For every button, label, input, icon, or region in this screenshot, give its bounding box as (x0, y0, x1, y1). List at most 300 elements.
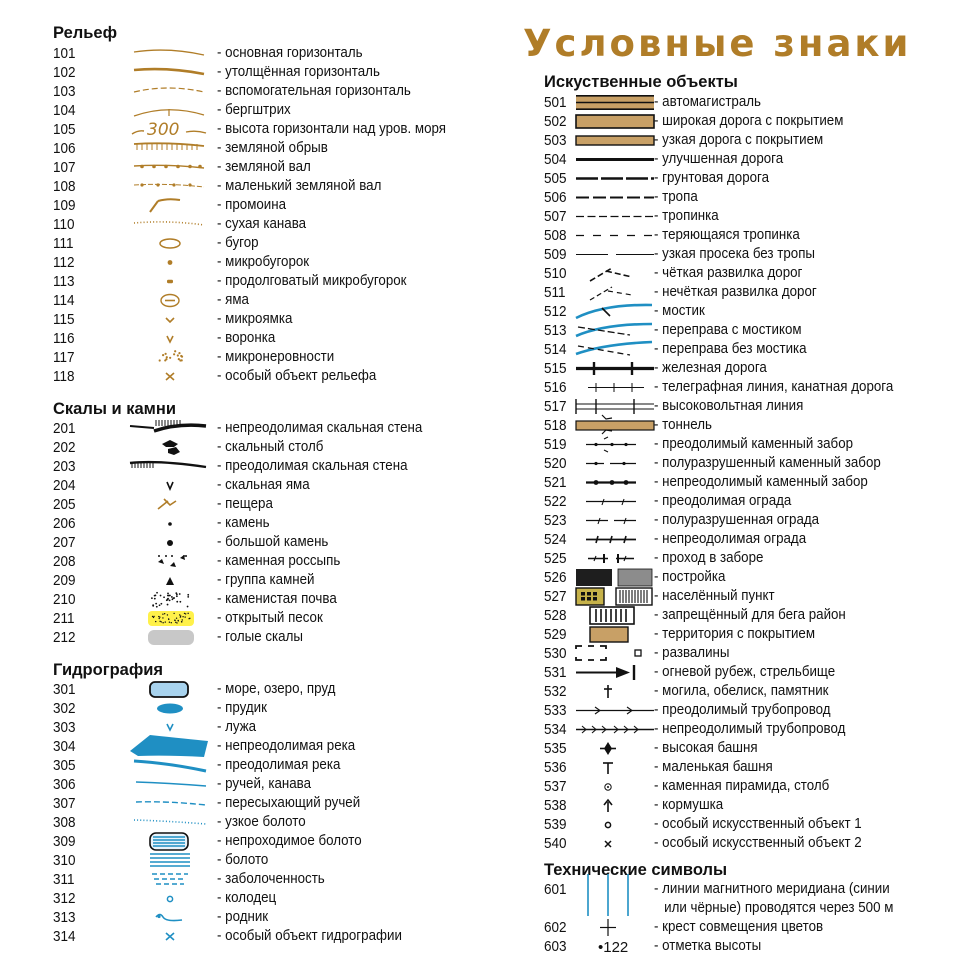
legend-row-309 (53, 832, 473, 851)
legend-code: 522 (544, 493, 567, 510)
symbol-211 (128, 609, 208, 628)
legend-code: 520 (544, 455, 567, 472)
legend-row-101 (53, 44, 473, 63)
legend-row-211 (53, 609, 473, 628)
symbol-115 (128, 310, 208, 329)
legend-label: - болото (217, 852, 269, 868)
legend-code: 506 (544, 189, 567, 206)
legend-row-503 (544, 131, 944, 150)
symbol-503 (574, 131, 654, 150)
legend-code: 102 (53, 64, 76, 81)
legend-row-535 (544, 739, 944, 758)
legend-label: - непреодолимый трубопровод (654, 721, 846, 737)
symbol-536 (574, 758, 654, 777)
legend-label-continued: или чёрные) проводятся через 500 м (664, 900, 894, 916)
symbol-505 (574, 169, 654, 188)
legend-row-307 (53, 794, 473, 813)
legend-code: 106 (53, 140, 76, 157)
symbol-533 (574, 701, 654, 720)
legend-code: 306 (53, 776, 76, 793)
legend-code: 540 (544, 835, 567, 852)
legend-code: 110 (53, 216, 75, 233)
legend-row-508 (544, 226, 944, 245)
legend-label: - прудик (217, 700, 267, 716)
legend-code: 310 (53, 852, 76, 869)
legend-code: 113 (53, 273, 75, 290)
legend-code: 535 (544, 740, 567, 757)
legend-label: - микроямка (217, 311, 293, 327)
legend-label: - непреодолимый каменный забор (654, 474, 868, 490)
legend-label: - грунтовая дорога (654, 170, 770, 186)
legend-row-310 (53, 851, 473, 870)
legend-row-208 (53, 552, 473, 571)
legend-row-536 (544, 758, 944, 777)
symbol-534 (574, 720, 654, 739)
legend-label: - железная дорога (654, 360, 767, 376)
symbol-519 (574, 435, 654, 454)
legend-code: 311 (53, 871, 75, 888)
symbol-113 (128, 272, 208, 291)
legend-code: 512 (544, 303, 567, 320)
legend-label: - голые скалы (217, 629, 303, 645)
legend-row-311 (53, 870, 473, 889)
legend-label: - преодолимая ограда (654, 493, 792, 509)
legend-code: 104 (53, 102, 76, 119)
legend-row-207 (53, 533, 473, 552)
legend-label: - непреодолимая река (217, 738, 356, 754)
legend-code: 115 (53, 311, 75, 328)
legend-label: - сухая канава (217, 216, 307, 232)
legend-label: - микронеровности (217, 349, 335, 365)
legend-code: 538 (544, 797, 567, 814)
symbol-310 (128, 851, 208, 870)
legend-label: - пещера (217, 496, 273, 512)
legend-label: - постройка (654, 569, 726, 585)
legend-code: 532 (544, 683, 567, 700)
symbol-531 (574, 663, 654, 682)
legend-row-106 (53, 139, 473, 158)
legend-label: - каменистая почва (217, 591, 337, 607)
legend-row-519 (544, 435, 944, 454)
legend-code: 117 (53, 349, 75, 366)
legend-row-210 (53, 590, 473, 609)
legend-row-539 (544, 815, 944, 834)
legend-row-522 (544, 492, 944, 511)
legend-label: - каменная россыпь (217, 553, 341, 569)
legend-code: 309 (53, 833, 76, 850)
legend-row-102 (53, 63, 473, 82)
legend-row-108 (53, 177, 473, 196)
legend-code: 536 (544, 759, 567, 776)
legend-row-529 (544, 625, 944, 644)
legend-row-202 (53, 438, 473, 457)
legend-label: - проход в заборе (654, 550, 764, 566)
symbol-510 (574, 264, 654, 283)
symbol-107 (128, 158, 208, 177)
legend-code: 601 (544, 881, 567, 898)
symbol-515 (574, 359, 654, 378)
legend-code: 602 (544, 919, 567, 936)
symbol-114 (128, 291, 208, 310)
legend-label: - большой камень (217, 534, 329, 550)
symbol-506 (574, 188, 654, 207)
legend-code: 521 (544, 474, 567, 491)
symbol-205 (128, 495, 208, 514)
legend-row-527 (544, 587, 944, 606)
symbol-530 (574, 644, 654, 663)
legend-label: - колодец (217, 890, 277, 906)
legend-row-530 (544, 644, 944, 663)
legend-row-537 (544, 777, 944, 796)
legend-label: - камень (217, 515, 270, 531)
legend-label: - крест совмещения цветов (654, 919, 824, 935)
legend-label: - линии магнитного меридиана (синии (654, 881, 890, 897)
legend-code: 533 (544, 702, 567, 719)
legend-row-517 (544, 397, 944, 416)
legend-row-105 (53, 120, 473, 139)
symbol-201 (128, 419, 208, 438)
legend-label: - особый объект гидрографии (217, 928, 402, 944)
legend-row-515 (544, 359, 944, 378)
legend-row-203 (53, 457, 473, 476)
symbol-102 (128, 63, 208, 82)
symbol-204 (128, 476, 208, 495)
symbol-516 (574, 378, 654, 397)
legend-row-107 (53, 158, 473, 177)
legend-label: - телеграфная линия, канатная дорога (654, 379, 894, 395)
legend-label: - непреодолимая ограда (654, 531, 807, 547)
symbol-112 (128, 253, 208, 272)
legend-row-116 (53, 329, 473, 348)
symbol-111 (128, 234, 208, 253)
legend-code: 211 (53, 610, 75, 627)
symbol-539 (574, 815, 654, 834)
symbol-514 (574, 340, 654, 359)
symbol-532 (574, 682, 654, 701)
legend-code: 530 (544, 645, 567, 662)
legend-label: - преодолимая река (217, 757, 341, 773)
symbol-312 (128, 889, 208, 908)
legend-row-540 (544, 834, 944, 853)
symbol-206 (128, 514, 208, 533)
legend-row-534 (544, 720, 944, 739)
spot-height-label: •122 (598, 939, 629, 956)
legend-label: - высоковольтная линия (654, 398, 804, 414)
legend-label: - развалины (654, 645, 730, 661)
legend-label: - широкая дорога с покрытием (654, 113, 844, 129)
legend-row-206 (53, 514, 473, 533)
legend-code: 531 (544, 664, 567, 681)
legend-code: 305 (53, 757, 76, 774)
legend-row-514 (544, 340, 944, 359)
legend-row-509 (544, 245, 944, 264)
section-title-relief: Рельеф (53, 24, 118, 42)
legend-row-115 (53, 310, 473, 329)
legend-label: - вспомогательная горизонталь (217, 83, 411, 99)
legend-label: - тропа (654, 189, 698, 205)
legend-label: - непроходимое болото (217, 833, 362, 849)
legend-row-533 (544, 701, 944, 720)
legend-row-313 (53, 908, 473, 927)
legend-row-111 (53, 234, 473, 253)
legend-label: - кормушка (654, 797, 724, 813)
symbol-117 (128, 348, 208, 367)
legend-row-301 (53, 680, 473, 699)
symbol-116 (128, 329, 208, 348)
symbol-525 (574, 549, 654, 568)
legend-row-305 (53, 756, 473, 775)
legend-label: - непреодолимая скальная стена (217, 420, 423, 436)
legend-row-512 (544, 302, 944, 321)
legend-row-531 (544, 663, 944, 682)
symbol-110 (128, 215, 208, 234)
symbol-507 (574, 207, 654, 226)
legend-label: - лужа (217, 719, 257, 735)
symbol-502 (574, 112, 654, 131)
section-title-rocks: Скалы и камни (53, 400, 176, 418)
symbol-118 (128, 367, 208, 386)
legend-code: 207 (53, 534, 76, 551)
legend-code: 206 (53, 515, 76, 532)
symbol-314 (128, 927, 208, 946)
legend-code: 212 (53, 629, 76, 646)
legend-row-204 (53, 476, 473, 495)
symbol-108 (128, 177, 208, 196)
legend-code: 204 (53, 477, 76, 494)
symbol-512 (574, 302, 654, 321)
legend-row-510 (544, 264, 944, 283)
symbol-210 (128, 590, 208, 609)
legend-code: 209 (53, 572, 76, 589)
legend-code: 511 (544, 284, 566, 301)
legend-label: - скальный столб (217, 439, 324, 455)
legend-code: 501 (544, 94, 567, 111)
legend-code: 510 (544, 265, 567, 282)
legend-label: - утолщённая горизонталь (217, 64, 380, 80)
contour-height-label: 300 (147, 120, 180, 140)
legend-row-602 (544, 918, 944, 937)
legend-code: 114 (53, 292, 75, 309)
legend-label: - населённый пункт (654, 588, 775, 604)
legend-code: 303 (53, 719, 76, 736)
legend-code: 308 (53, 814, 76, 831)
symbol-313 (128, 908, 208, 927)
legend-row-524 (544, 530, 944, 549)
legend-label: - воронка (217, 330, 276, 346)
legend-row-314 (53, 927, 473, 946)
legend-code: 208 (53, 553, 76, 570)
legend-label: - тоннель (654, 417, 712, 433)
legend-label: - улучшенная дорога (654, 151, 784, 167)
legend-code: 314 (53, 928, 76, 945)
legend-row-308 (53, 813, 473, 832)
legend-code: 111 (53, 235, 74, 252)
legend-code: 101 (53, 45, 76, 62)
legend-row-505 (544, 169, 944, 188)
legend-code: 202 (53, 439, 76, 456)
symbol-504 (574, 150, 654, 169)
legend-code: 515 (544, 360, 567, 377)
legend-label: - море, озеро, пруд (217, 681, 336, 697)
legend-label: - полуразрушенная ограда (654, 512, 820, 528)
legend-label: - мостик (654, 303, 705, 319)
legend-label: - земляной вал (217, 159, 311, 175)
legend-code: 523 (544, 512, 567, 529)
legend-label: - яма (217, 292, 249, 308)
legend-code: 603 (544, 938, 567, 955)
legend-code: 210 (53, 591, 76, 608)
legend-code: 201 (53, 420, 76, 437)
legend-row-525 (544, 549, 944, 568)
symbol-103 (128, 82, 208, 101)
symbol-306 (128, 775, 208, 794)
symbol-105 (128, 120, 208, 139)
legend-code: 108 (53, 178, 76, 195)
legend-label: - бергштрих (217, 102, 291, 118)
symbol-208 (128, 552, 208, 571)
symbol-602 (574, 918, 654, 937)
symbol-601 (574, 880, 654, 899)
page-title: Условные знаки (523, 22, 912, 65)
symbol-522 (574, 492, 654, 511)
legend-label: - родник (217, 909, 269, 925)
legend-code: 519 (544, 436, 567, 453)
symbol-528 (574, 606, 654, 625)
legend-label: - преодолимый трубопровод (654, 702, 831, 718)
legend-label: - промоина (217, 197, 287, 213)
symbol-501 (574, 93, 654, 112)
legend-row-114 (53, 291, 473, 310)
legend-label: - основная горизонталь (217, 45, 363, 61)
legend-row-513 (544, 321, 944, 340)
legend-label: - группа камней (217, 572, 315, 588)
symbol-538 (574, 796, 654, 815)
legend-row-306 (53, 775, 473, 794)
legend-code: 524 (544, 531, 567, 548)
legend-label: - переправа с мостиком (654, 322, 802, 338)
legend-code: 505 (544, 170, 567, 187)
legend-row-303 (53, 718, 473, 737)
legend-code: 509 (544, 246, 567, 263)
legend-label: - узкое болото (217, 814, 306, 830)
symbol-203 (128, 457, 208, 476)
legend-code: 502 (544, 113, 567, 130)
legend-code: 103 (53, 83, 76, 100)
legend-label: - земляной обрыв (217, 140, 328, 156)
legend-label: - пересыхающий ручей (217, 795, 361, 811)
legend-code: 527 (544, 588, 567, 605)
legend-label: - узкая дорога с покрытием (654, 132, 824, 148)
symbol-101 (128, 44, 208, 63)
legend-label: - микробугорок (217, 254, 310, 270)
legend-row-511 (544, 283, 944, 302)
symbol-508 (574, 226, 654, 245)
section-title-manmade: Искуственные объекты (544, 73, 738, 91)
legend-code: 301 (53, 681, 76, 698)
legend-label: - маленькая башня (654, 759, 773, 775)
symbol-309 (128, 832, 208, 851)
legend-label: - ручей, канава (217, 776, 312, 792)
legend-row-205 (53, 495, 473, 514)
symbol-303 (128, 718, 208, 737)
legend-row-501 (544, 93, 944, 112)
symbol-305 (128, 756, 208, 775)
legend-code: 109 (53, 197, 76, 214)
legend-row-507 (544, 207, 944, 226)
symbol-540 (574, 834, 654, 853)
legend-code: 203 (53, 458, 76, 475)
symbol-304 (128, 737, 208, 756)
symbol-520 (574, 454, 654, 473)
legend-label: - полуразрушенный каменный забор (654, 455, 881, 471)
legend-label: - преодолимая скальная стена (217, 458, 408, 474)
legend-row-110 (53, 215, 473, 234)
legend-code: 537 (544, 778, 567, 795)
legend-row-112 (53, 253, 473, 272)
symbol-513 (574, 321, 654, 340)
symbol-603 (574, 937, 654, 956)
legend-code: 116 (53, 330, 75, 347)
legend-code: 528 (544, 607, 567, 624)
symbol-529 (574, 625, 654, 644)
legend-row-538 (544, 796, 944, 815)
legend-label: - преодолимый каменный забор (654, 436, 854, 452)
legend-row-528 (544, 606, 944, 625)
legend-row-109 (53, 196, 473, 215)
legend-label: - отметка высоты (654, 938, 762, 954)
legend-label: - могила, обелиск, памятник (654, 683, 829, 699)
legend-row-201 (53, 419, 473, 438)
legend-label: - открытый песок (217, 610, 323, 626)
legend-row-504 (544, 150, 944, 169)
symbol-212 (128, 628, 208, 647)
legend-row-523 (544, 511, 944, 530)
legend-label: - высота горизонтали над уров. моря (217, 121, 447, 137)
symbol-527 (574, 587, 654, 606)
legend-code: 105 (53, 121, 76, 138)
symbol-517 (574, 397, 654, 416)
section-title-tech: Технические символы (544, 861, 728, 879)
legend-code: 517 (544, 398, 567, 415)
symbol-308 (128, 813, 208, 832)
legend-label: - огневой рубеж, стрельбище (654, 664, 836, 680)
legend-label: - скальная яма (217, 477, 310, 493)
legend-row-601 (544, 880, 944, 918)
legend-code: 312 (53, 890, 76, 907)
legend-row-104 (53, 101, 473, 120)
symbol-523 (574, 511, 654, 530)
legend-code: 539 (544, 816, 567, 833)
symbol-509 (574, 245, 654, 264)
legend-label: - узкая просека без тропы (654, 246, 816, 262)
legend-label: - территория с покрытием (654, 626, 816, 642)
legend-label: - особый искусственный объект 2 (654, 835, 862, 851)
symbol-535 (574, 739, 654, 758)
legend-row-302 (53, 699, 473, 718)
symbol-537 (574, 777, 654, 796)
symbol-521 (574, 473, 654, 492)
legend-code: 304 (53, 738, 76, 755)
legend-label: - каменная пирамида, столб (654, 778, 830, 794)
legend-row-532 (544, 682, 944, 701)
legend-code: 504 (544, 151, 567, 168)
legend-label: - теряющаяся тропинка (654, 227, 800, 243)
legend-code: 513 (544, 322, 567, 339)
symbol-104 (128, 101, 208, 120)
legend-code: 508 (544, 227, 567, 244)
symbol-109 (128, 196, 208, 215)
section-title-hydro: Гидрография (53, 661, 164, 679)
